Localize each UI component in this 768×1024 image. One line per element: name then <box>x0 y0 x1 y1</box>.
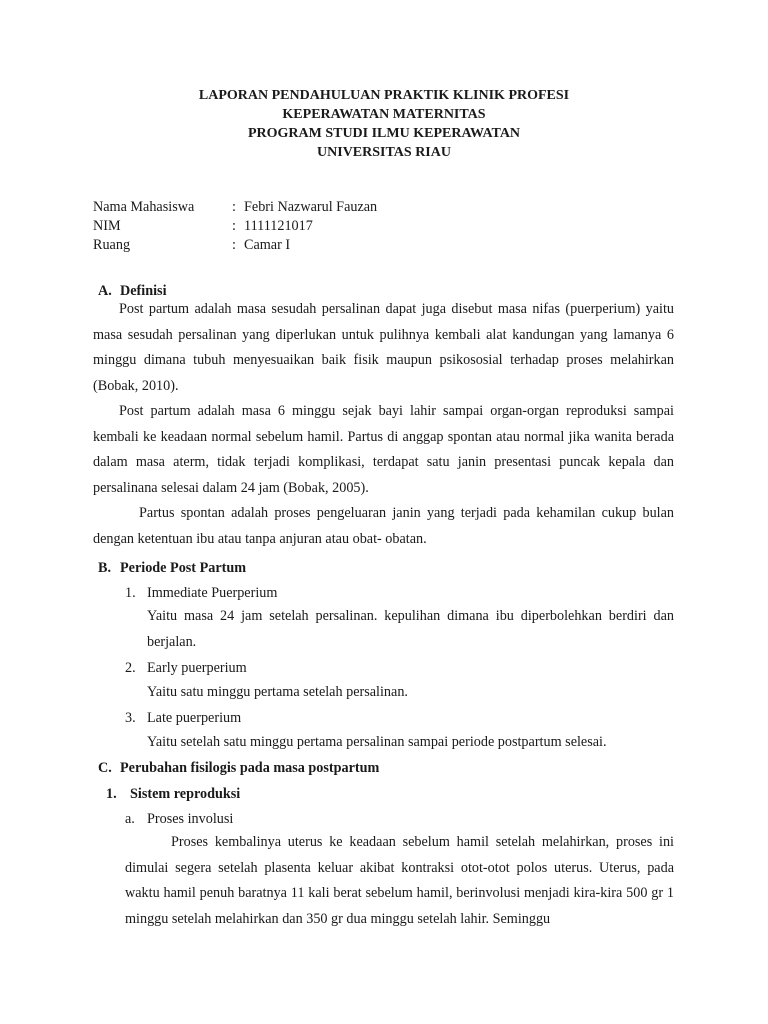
period-item-1-description: Yaitu masa 24 jam setelah persalinan. kepulihan dimana ibu diperbolehkan berdiri dan berjalan. <box>147 608 674 650</box>
section-a-paragraph-1: Post partum adalah masa sesudah persalinan dapat juga disebut masa nifas (puerperium) yaitu masa sesudah persalinan yang diperlukan untuk pulihnya kembali alat kandungan yang lamanya 6 minggu dimana tubuh menyesuaikan baik fisik maupun psikososial terhadap proses melahirkan (Bobak, 2010). <box>93 301 674 394</box>
report-title-line-2: KEPERAWATAN MATERNITAS <box>282 107 486 122</box>
report-title-line-1: LAPORAN PENDAHULUAN PRAKTIK KLINIK PROFESI <box>198 88 570 103</box>
identity-value: Febri Nazwarul Fauzan <box>244 199 378 215</box>
period-item-number: 1. <box>125 585 136 601</box>
involution-paragraph: Proses kembalinya uterus ke keadaan sebelum hamil setelah melahirkan, proses ini dimulai segera setelah plasenta keluar akibat kontraksi otot-otot polos uterus. Uterus, pada waktu hamil penuh baratnya 11 kali berat sebelum hamil, berinvolusi menjadi kira-kira 500 gr 1 minggu setelah melahirkan dan 350 gr dua minggu setelah lahir. Seminggu <box>125 834 674 927</box>
period-item-3-description: Yaitu setelah satu minggu pertama persalinan sampai periode postpartum selesai. <box>147 734 607 750</box>
section-c-title: Perubahan fisilogis pada masa postpartum <box>120 760 380 776</box>
section-a-paragraph-2: Post partum adalah masa 6 minggu sejak bayi lahir sampai organ-organ reproduksi sampai kembali ke keadaan normal sebelum hamil. Partus di anggap spontan atau normal jika wanita berada dalam masa aterm, tidak terjadi komplikasi, terdapat satu janin presentasi puncak kepala dan persalinana selesai dalam 24 jam (Bobak, 2005). <box>93 403 674 496</box>
report-title-line-4: UNIVERSITAS RIAU <box>317 145 451 160</box>
period-item-title: Immediate Puerperium <box>147 585 278 601</box>
section-c-number: C. <box>98 760 112 776</box>
subsection-1a-letter: a. <box>125 811 135 827</box>
identity-label: Ruang <box>93 237 131 253</box>
identity-label: Nama Mahasiswa <box>93 199 195 215</box>
identity-label: NIM <box>93 218 121 234</box>
report-title-line-3: PROGRAM STUDI ILMU KEPERAWATAN <box>247 126 521 141</box>
identity-colon: : <box>232 199 236 215</box>
subsection-1a-title: Proses involusi <box>147 811 234 827</box>
period-item-number: 2. <box>125 660 136 676</box>
section-a-number: A. <box>98 283 112 299</box>
section-b-number: B. <box>98 560 112 576</box>
section-a-paragraph-3: Partus spontan adalah proses pengeluaran janin yang terjadi pada kehamilan cukup bulan dengan ketentuan ibu atau tanpa anjuran atau obat- obatan. <box>93 505 674 547</box>
identity-colon: : <box>232 237 236 253</box>
identity-colon: : <box>232 218 236 234</box>
section-a-title: Definisi <box>120 283 167 299</box>
period-item-number: 3. <box>125 710 136 726</box>
subsection-1-title: Sistem reproduksi <box>130 786 241 802</box>
identity-value: Camar I <box>244 237 291 253</box>
section-b-title: Periode Post Partum <box>120 560 247 576</box>
subsection-1-number: 1. <box>106 786 117 802</box>
period-item-title: Late puerperium <box>147 710 242 726</box>
period-item-2-description: Yaitu satu minggu pertama setelah persalinan. <box>147 684 408 700</box>
identity-value: 1111121017 <box>244 218 313 234</box>
period-item-title: Early puerperium <box>147 660 247 676</box>
